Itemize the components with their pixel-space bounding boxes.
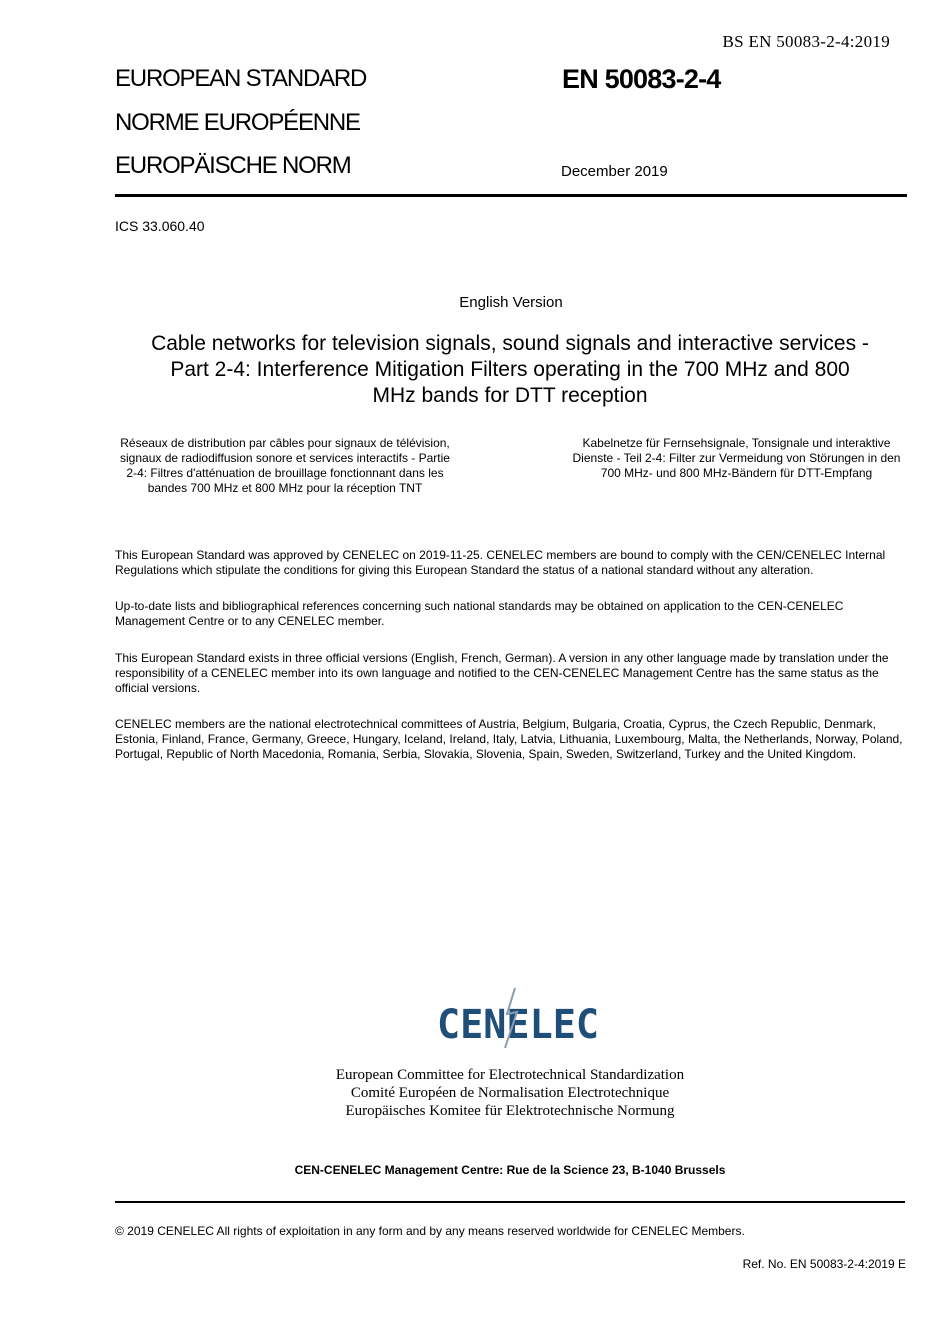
german-title: Kabelnetze für Fernsehsignale, Tonsignale und interaktive Dienste - Teil 2-4: Filter zur Vermeidung von Störungen in den 700 MHz- und 800 MHz-Bändern für DTT-Empfang (572, 436, 901, 480)
standard-title-fr: NORME EUROPÉENNE (115, 109, 360, 136)
footer-divider (115, 1201, 905, 1203)
versions-paragraph: This European Standard exists in three official versions (English, French, German). A version in any other language made by translation under the responsibility of a CENELEC member into its own language and notified to the CEN-CENELEC Management Centre has the same status as the official versions. (115, 651, 889, 695)
committee-name-fr: Comité Européen de Normalisation Electrotechnique (350, 1085, 670, 1101)
bs-reference: BS EN 50083-2-4:2019 (722, 32, 890, 51)
french-title: Réseaux de distribution par câbles pour signaux de télévision, signaux de radiodiffusion sonore et services interactifs - Partie 2-4: Filtres d'atténuation de brouillage fonctionnant dans les bandes 700 MHz et 800 MHz pour la réception TNT (120, 436, 450, 495)
management-centre-address: CEN-CENELEC Management Centre: Rue de la Science 23, B-1040 Brussels (294, 1163, 726, 1177)
cenelec-logo (437, 988, 607, 1048)
standard-title-de: EUROPÄISCHE NORM (115, 152, 351, 179)
committee-name-de: Europäisches Komitee für Elektrotechnische Normung (345, 1103, 675, 1119)
version-label: English Version (459, 294, 563, 311)
copyright-notice: © 2019 CENELEC All rights of exploitation in any form and by any means reserved worldwide for CENELEC Members. (115, 1224, 745, 1238)
svg-text:CENELEC: CENELEC (437, 1002, 599, 1048)
committee-names (300, 1066, 720, 1120)
reference-number: Ref. No. EN 50083-2-4:2019 E (742, 1257, 906, 1271)
en-number: EN 50083-2-4 (562, 64, 721, 94)
approval-paragraph: This European Standard was approved by CENELEC on 2019-11-25. CENELEC members are bound to comply with the CEN/CENELEC Internal Regulations which stipulate the conditions for giving this European Standard the status of a national standard without any alteration. (115, 548, 886, 577)
members-paragraph: CENELEC members are the national electrotechnical committees of Austria, Belgium, Bulgaria, Croatia, Cyprus, the Czech Republic, Denmark, Estonia, Finland, France, Germany, Greece, Hungary, Iceland, Ireland, Italy, Latvia, Lithuania, Luxembourg, Malta, the Netherlands, Norway, Poland, Portugal, Republic of North Macedonia, Romania, Serbia, Slovakia, Slovenia, Spain, Sweden, Switzerland, Turkey and the United Kingdom. (115, 717, 903, 761)
document-title: Cable networks for television signals, sound signals and interactive services - Part 2-4: Interference Mitigation Filters operating in the 700 MHz and 800 MHz bands for DTT reception (151, 332, 869, 407)
ics-code: ICS 33.060.40 (115, 218, 205, 234)
references-paragraph: Up-to-date lists and bibliographical references concerning such national standards may be obtained on application to the CEN-CENELEC Management Centre or to any CENELEC member. (115, 599, 844, 628)
committee-name-en: European Committee for Electrotechnical Standardization (335, 1067, 685, 1083)
standard-title-en: EUROPEAN STANDARD (115, 65, 367, 92)
header-divider (115, 194, 907, 197)
publication-date: December 2019 (561, 163, 668, 180)
